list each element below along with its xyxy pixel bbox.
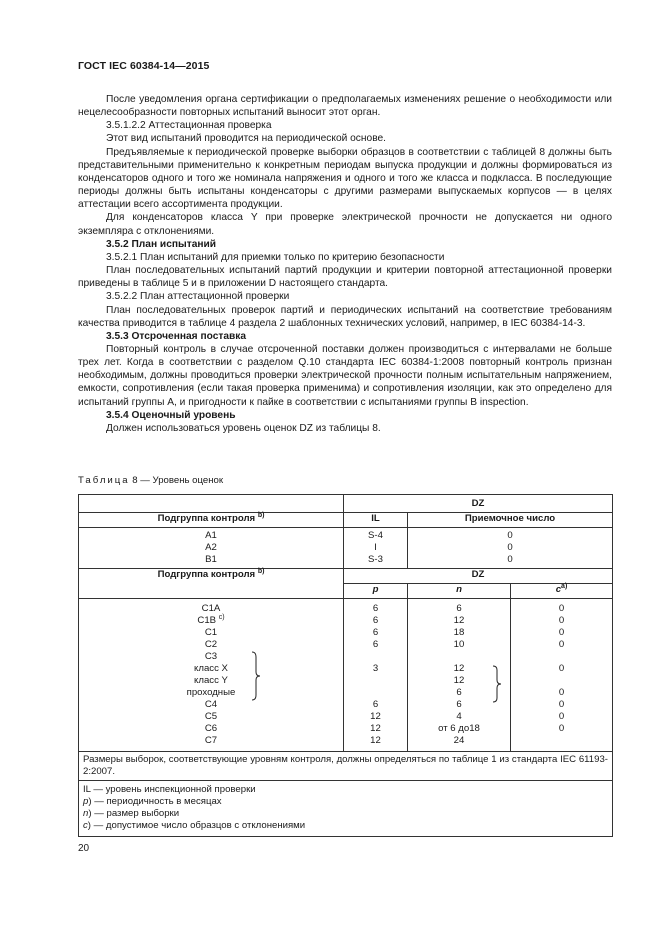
table-cell: 3 [372,663,379,674]
page-number: 20 [78,843,90,854]
subgroup-header [79,513,344,528]
document-header: ГОСТ IEC 60384-14—2015 [78,60,210,72]
subgroup-footnote-mark: b) [257,512,265,519]
subsection-title: 3.5.1.2.2 Аттестационная проверка [106,120,272,132]
paragraph: План последовательных испытаний партий продукции и критерии повторной аттестационной проверки приведены в таблице 5 и в приложении D настоящего стандарта. [78,265,612,290]
acceptance-number-header: Приемочное число [408,513,613,528]
table-cell: 4 [456,711,462,722]
table-cell: 18 [453,627,465,638]
paragraph: План последовательных проверок партий и периодических испытаний на соответствие требованиям качества приводится в таблице 4 раздела 2 шаблонных технических условий, например, в IEC 60384-14-3. [78,304,612,329]
legend-text: — периодичность в месяцах [94,796,222,807]
table-cell [515,651,608,663]
table-cell: C3 [204,651,218,662]
table-cell: проходные [186,687,236,698]
table-cell: C5 [204,711,218,722]
section-heading: 3.5.2 План испытаний [106,238,217,250]
table-cell: 0 [558,603,565,614]
group-a-names [79,528,344,569]
table-caption-title: 8 — Уровень оценок [132,475,224,486]
table-cell: C6 [204,723,218,734]
table-cell: 12 [370,723,381,734]
il-header: IL [344,513,408,528]
group-a-il [344,528,408,569]
section-heading: 3.5.3 Отсроченная поставка [106,330,247,342]
table-note: Размеры выборок, соответствующие уровням контроля, должны определяться по таблице 1 из стандарта IEC 61193-2:2007. [79,752,613,781]
table-cell: 6 [456,603,462,614]
n-group-brace [492,665,502,703]
table-cell: 6 [372,615,379,626]
p-header: p [344,584,408,599]
table-cell: C7 [204,735,218,746]
legend-text: — уровень инспекционной проверки [93,784,256,795]
c1b-footnote-mark: c) [218,614,225,621]
legend-symbol: p [83,796,89,807]
subgroup-header-label: Подгруппа контроля [157,569,256,580]
subsection-title: 3.5.2.2 План аттестационной проверки [106,291,290,303]
table-cell: S-3 [368,554,383,565]
table-cell: 6 [456,699,462,710]
table-cell: класс X [194,663,228,674]
legend-item: n) — размер выборки [83,808,180,819]
table-cell: 0 [558,615,565,626]
subsection-title: 3.5.2.1 План испытаний для приемки только по критерию безопасности [106,251,445,263]
table-cell: C1A [201,603,221,614]
table-cell: 0 [558,699,565,710]
section-heading: 3.5.4 Оценочный уровень [106,409,236,421]
table-cell: 0 [558,627,565,638]
legend-symbol: n [83,808,89,819]
paragraph: Предъявляемые к периодической проверке выборки образцов в соответствии с таблицей 8 должны быть представительными применительно к конкретным периодам выпуска продукции и должны формироваться из конденсаторов одного и того же номинала напряжения и одного и того же класса и подкласса. В последующие периоды должны быть испытаны конденсаторы с другими размерами выпускаемых корпусов — в целях аттестации всего ассортимента продукции. [78,146,612,211]
table-cell [348,675,403,687]
assessment-level-table [78,494,613,837]
table-cell [515,735,608,747]
legend-text: — размер выборки [94,808,180,819]
table-cell: 0 [558,711,565,722]
table-cell: 12 [370,735,381,746]
table-cell: 6 [372,603,379,614]
paragraph: После уведомления органа сертификации о предполагаемых изменениях решение о необходимости или нецелесообразности повторных испытаний выносит этот орган. [78,94,612,119]
table-cell: 10 [453,639,465,650]
subgroup-header-2 [79,569,344,599]
table-cell [348,651,403,663]
table-cell: 12 [453,675,465,686]
legend-text: — допустимое число образцов с отклонениями [93,820,306,831]
table-cell: S-4 [368,530,383,541]
group-c-names [79,599,344,752]
c3-group-brace [251,651,261,701]
group-c-c [511,599,613,752]
n-header: n [408,584,511,599]
table-cell: 24 [453,735,465,746]
c-header-label: c [555,584,562,595]
table-cell: 6 [372,639,379,650]
c-header [511,584,613,599]
legend-symbol: c [83,820,88,831]
dz-header: DZ [344,495,613,513]
group-a-acceptance [408,528,613,569]
dz-header-2: DZ [344,569,613,584]
table-cell: 0 [558,687,565,698]
table-cell [412,651,506,663]
table-cell: 12 [453,663,465,674]
table-caption-prefix: Таблица [78,475,130,486]
legend-symbol: IL [83,784,91,795]
table-legend [79,781,613,837]
table-cell: C4 [204,699,218,710]
table-cell: I [374,542,377,553]
paragraph: Должен использоваться уровень оценок DZ из таблицы 8. [106,422,381,434]
table-cell: 12 [453,615,465,626]
c-footnote-mark: a) [561,583,568,590]
table-cell [348,687,403,699]
table-cell: C2 [204,639,218,650]
table-cell [515,675,608,687]
table-cell: 0 [558,639,565,650]
table-cell: класс Y [194,675,228,686]
paragraph: Повторный контроль в случае отсроченной поставки должен производиться с интервалами не больше трех лет. Когда в соответствии с разделом Q.10 стандарта IEC 60384-1:2008 повторный контроль признан необходимым, должны проводиться проверки электрической прочности полным испытательным напряжением, емкости, сопротивления (если такая проверка применима) и сопротивления изоляции, как это определено для испытаний группы A, и пригодности к пайке в соответствии с испытаниями группы B inspection. [78,343,612,408]
table-cell: 0 [507,530,513,541]
table-cell: от 6 до18 [438,723,480,734]
table-cell: 6 [456,687,462,698]
paragraph: Этот вид испытаний проводится на периодической основе. [106,133,386,145]
table-cell: C1 [204,627,218,638]
c1b-label: C1B [197,615,217,626]
paragraph: Для конденсаторов класса Y при проверке электрической прочности не допускается ни одного экземпляра с отклонениями. [78,212,612,237]
legend-item: p) — периодичность в месяцах [83,796,222,807]
group-c-p [344,599,408,752]
table-cell: B1 [205,554,217,565]
table-cell: 0 [507,554,513,565]
table-cell: A1 [205,530,217,541]
legend-item: c) — допустимое число образцов с отклонениями [83,820,306,831]
subgroup-header-label: Подгруппа контроля [157,513,256,524]
table-corner-cell [79,495,344,513]
table-cell: A2 [205,542,217,553]
table-cell: 6 [372,699,379,710]
legend-item [83,784,608,796]
table-cell [83,615,339,627]
subgroup-footnote-mark: b) [257,568,265,575]
body-text [78,93,612,435]
table-cell: 0 [558,663,565,674]
table-caption [78,475,223,486]
group-c-n [408,599,511,752]
table-cell: 12 [370,711,381,722]
table-cell: 0 [507,542,513,553]
table-cell: 6 [372,627,379,638]
table-cell: 0 [558,723,565,734]
